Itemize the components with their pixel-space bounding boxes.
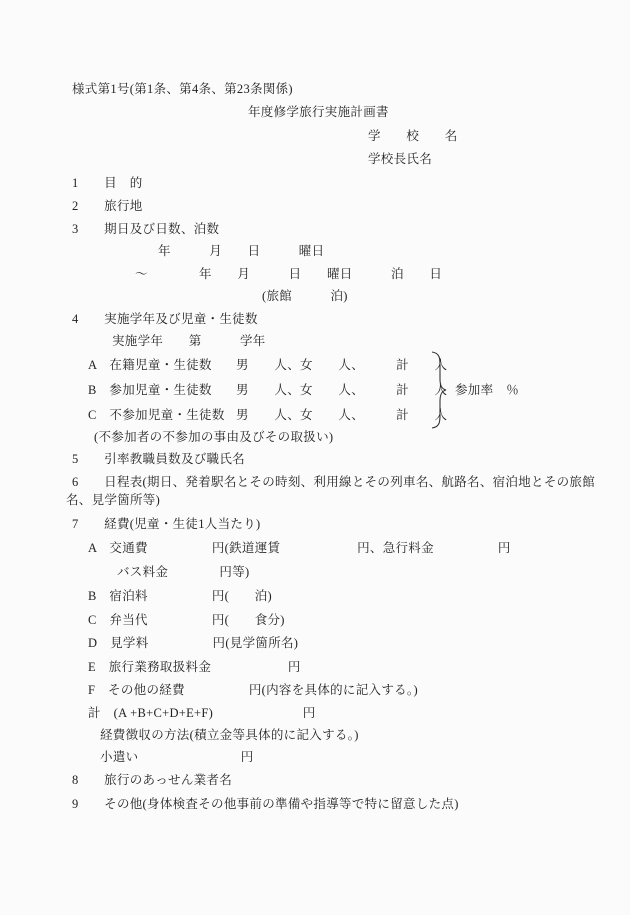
expense-b-lodging: B 宿泊料 円( 泊) xyxy=(88,589,272,603)
date-to-line: ～ 年 月 日 曜日 泊 日 xyxy=(135,267,443,281)
section-9-other: 9 その他(身体検査その他事前の準備や指導等で特に留意した点) xyxy=(72,797,459,811)
section-5-staff: 5 引率教職員数及び職氏名 xyxy=(72,452,245,466)
section-8-agent: 8 旅行のあっせん業者名 xyxy=(72,773,233,787)
section-2-destination: 2 旅行地 xyxy=(72,199,143,213)
section-3-dates: 3 期日及び日数、泊数 xyxy=(72,222,220,236)
expense-c-lunch: C 弁当代 円( 食分) xyxy=(88,613,285,627)
participants-row-label: B 参加児童・生徒数 xyxy=(88,383,212,397)
expense-total: 計 (A +B+C+D+E+F) 円 xyxy=(88,706,316,720)
inn-nights-line: (旅館 泊) xyxy=(262,289,348,303)
grade-line: 実施学年 第 学年 xyxy=(112,334,266,348)
expense-e-agency-fee: E 旅行業務取扱料金 円 xyxy=(88,660,301,674)
participants-row-counts: 男 人、女 人、 計 人 xyxy=(236,383,448,397)
section-6-itinerary-line1: 6 日程表(期日、発着駅名とその時刻、利用線とその列車名、航路名、宿泊地とその旅館 xyxy=(72,475,596,489)
section-1-purpose: 1 目 的 xyxy=(72,176,143,190)
document-title: 年度修学旅行実施計画書 xyxy=(248,105,389,119)
non-participants-row-label: C 不参加児童・生徒数 xyxy=(88,408,225,422)
non-participation-note: (不参加者の不参加の事由及びその取扱い) xyxy=(94,430,334,444)
expense-d-admission: D 見学料 円(見学箇所名) xyxy=(88,636,299,650)
section-6-itinerary-line2: 名、見学箇所等) xyxy=(66,493,161,507)
date-from-line: 年 月 日 曜日 xyxy=(158,244,325,258)
participation-brace-icon xyxy=(429,351,447,429)
enrolled-row-label: A 在籍児童・生徒数 xyxy=(88,358,212,372)
pocket-money: 小遣い 円 xyxy=(100,750,254,764)
form-number: 様式第1号(第1条、第4条、第23条関係) xyxy=(72,82,293,96)
collection-method: 経費徴収の方法(積立金等具体的に記入する。) xyxy=(100,728,359,742)
expense-a-transport: A 交通費 円(鉄道運賃 円、急行料金 円 xyxy=(88,541,511,555)
school-name-field: 学 校 名 xyxy=(368,129,458,143)
participation-rate: 参加率 ％ xyxy=(455,383,520,397)
expense-a-bus-fare: バス料金 円等) xyxy=(117,565,250,579)
expense-f-other: F その他の経費 円(内容を具体的に記入する。) xyxy=(88,683,418,697)
section-4-participants: 4 実施学年及び児童・生徒数 xyxy=(72,312,258,326)
non-participants-row-counts: 男 人、女 人、 計 人 xyxy=(236,408,448,422)
principal-name-field: 学校長氏名 xyxy=(368,152,433,166)
enrolled-row-counts: 男 人、女 人、 計 人 xyxy=(236,358,448,372)
section-7-expenses: 7 経費(児童・生徒1人当たり) xyxy=(72,517,261,531)
